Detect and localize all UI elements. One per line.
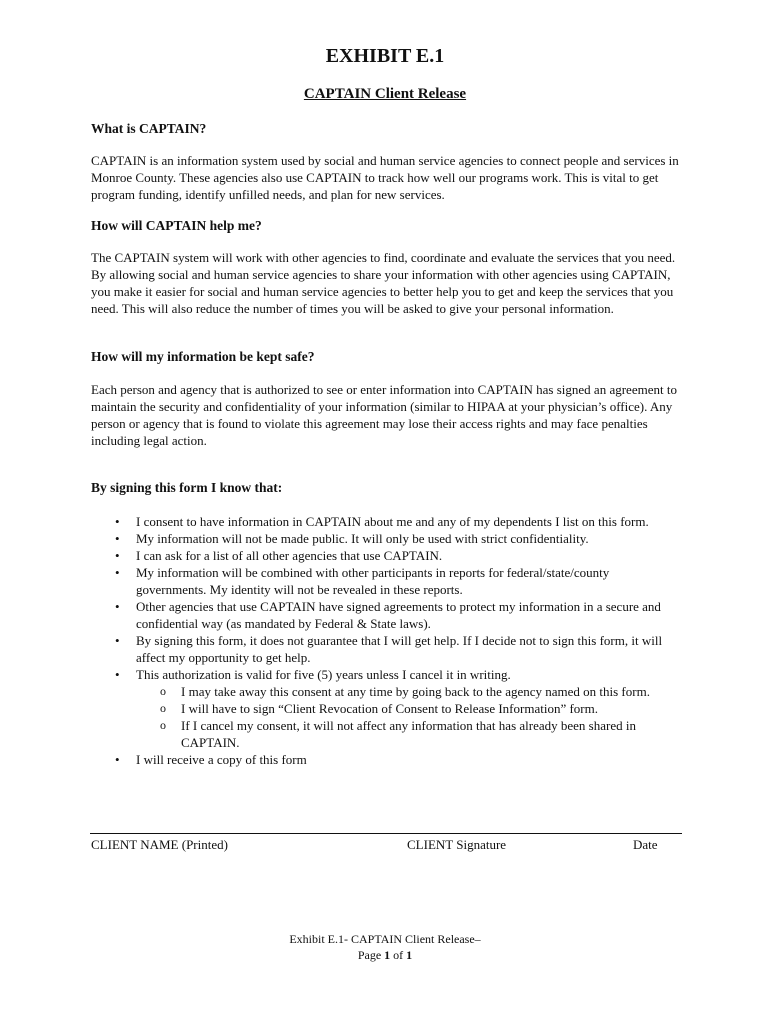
date-label: Date (633, 837, 658, 852)
consent-subitem: o I may take away this consent at any time by going back to the agency named on this form. (136, 683, 681, 700)
section-body-what-is: CAPTAIN is an information system used by social and human service agencies to connect people and services in Monroe County. These agencies also use CAPTAIN to track how well our programs work. This is vital to get program funding, identify unfilled needs, and plan for new services. (91, 153, 679, 202)
section-heading-what-is: What is CAPTAIN? (91, 121, 207, 136)
document-subtitle: CAPTAIN Client Release (303, 86, 467, 102)
page-footer (0, 931, 770, 963)
client-signature-label: CLIENT Signature (407, 837, 507, 852)
consent-list (91, 513, 681, 768)
consent-subitem: o I will have to sign “Client Revocation of Consent to Release Information” form. (136, 700, 681, 717)
consent-item: • I will receive a copy of this form (91, 751, 681, 768)
consent-subitem: o If I cancel my consent, it will not affect any information that has already been shared in CAPTAIN. (136, 717, 681, 751)
consent-item: • My information will be combined with other participants in reports for federal/state/county governments. My identity will not be revealed in these reports. (91, 564, 681, 598)
consent-item: • I consent to have information in CAPTAIN about me and any of my dependents I list on this form. (91, 513, 681, 530)
consent-sublist (136, 683, 681, 751)
consent-heading: By signing this form I know that: (91, 480, 283, 495)
section-body-kept-safe: Each person and agency that is authorized to see or enter information into CAPTAIN has signed an agreement to maintain the security and confidentiality of your information (similar to HIPAA at your physician’s office). Any person or agency that is found to violate this agreement may lose their access rights and may face penalties including legal action. (91, 382, 677, 448)
client-name-label: CLIENT NAME (Printed) (91, 837, 228, 852)
section-heading-kept-safe: How will my information be kept safe? (91, 349, 315, 364)
consent-item: • Other agencies that use CAPTAIN have signed agreements to protect my information in a secure and confidential way (as mandated by Federal & State laws). (91, 598, 681, 632)
footer-title: Exhibit E.1- CAPTAIN Client Release– (289, 932, 481, 946)
consent-item: • My information will not be made public. It will only be used with strict confidentiality. (91, 530, 681, 547)
consent-item: • I can ask for a list of all other agencies that use CAPTAIN. (91, 547, 681, 564)
section-body-how-help: The CAPTAIN system will work with other agencies to find, coordinate and evaluate the services that you need. By allowing social and human service agencies to share your information with other agencies using CAPTAIN, you make it easier for social and human service agencies to better help you to get and keep the services that you need. This will also reduce the number of times you will be asked to give your personal information. (91, 250, 676, 316)
section-heading-how-help: How will CAPTAIN help me? (91, 218, 262, 233)
consent-item-authorization (91, 666, 681, 751)
consent-item: • By signing this form, it does not guarantee that I will get help. If I decide not to sign this form, it will affect my opportunity to get help. (91, 632, 681, 666)
document-title: EXHIBIT E.1 (325, 45, 445, 67)
signature-line (90, 833, 682, 834)
consent-item-text: This authorization is valid for five (5) years unless I cancel it in writing. (136, 667, 511, 682)
footer-page-number: Page 1 of 1 (357, 948, 413, 962)
